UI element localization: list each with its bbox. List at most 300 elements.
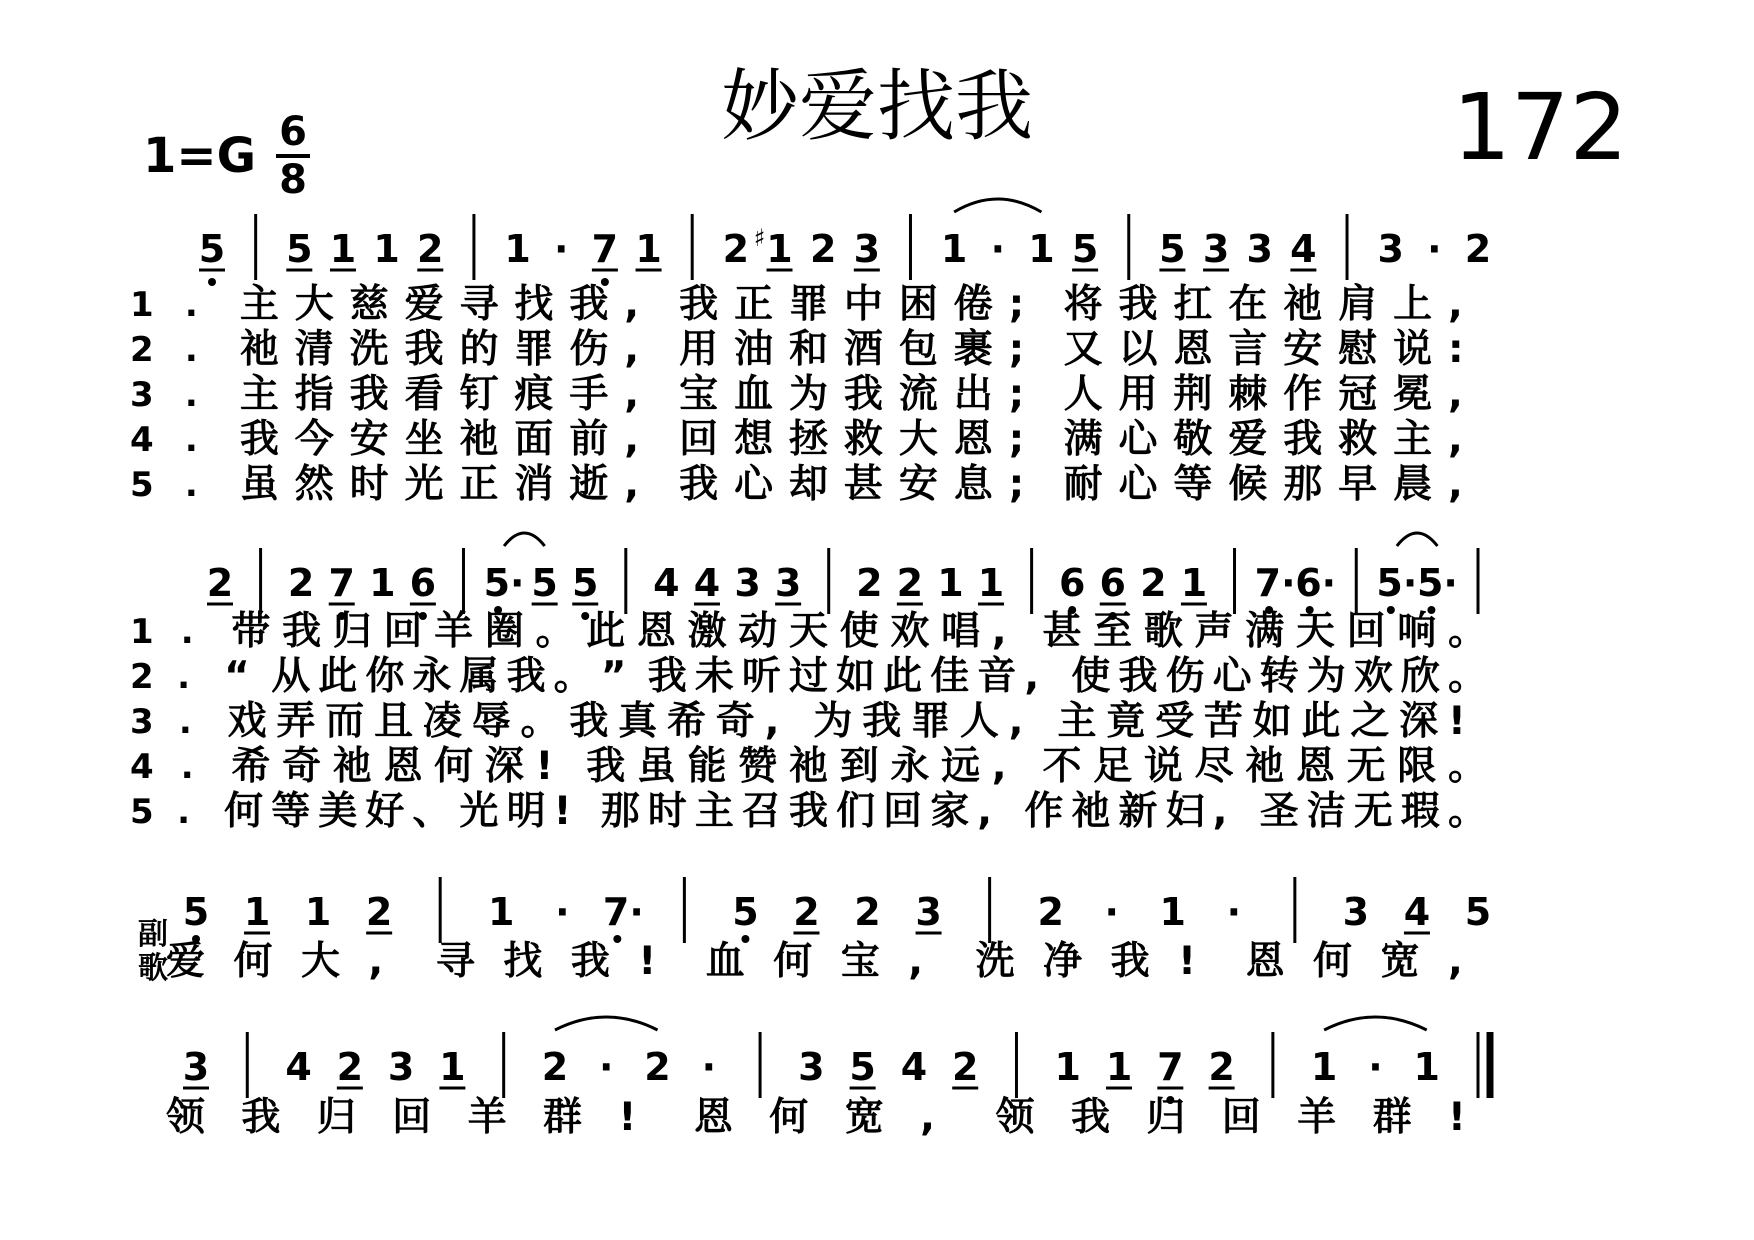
note: 1: [373, 227, 400, 271]
lyric-char: ,: [624, 417, 640, 462]
note: 2: [287, 561, 315, 605]
lyric-char: 慰: [1338, 327, 1378, 372]
note: 2: [722, 227, 750, 271]
lyric-char: 言: [1228, 327, 1268, 372]
note: 5: [182, 890, 210, 934]
lyric-char: 我: [349, 372, 389, 417]
lyric-char: 到: [839, 744, 879, 789]
lyric-char: 大: [294, 282, 334, 327]
lyric-char: 至: [1093, 609, 1133, 654]
lyric-char: 无: [1353, 789, 1393, 834]
note: 3: [1342, 890, 1370, 934]
lyric-char: 2: [130, 657, 154, 697]
lyric-char: 希: [231, 744, 271, 789]
lyric-char: 何: [773, 939, 813, 984]
hymn-title: 妙爱找我: [720, 62, 1033, 152]
lyric-char: 宝: [679, 372, 719, 417]
lyric-char: ,: [624, 462, 640, 507]
lyric-char: 时: [349, 462, 389, 507]
lyric-char: 归: [332, 609, 372, 654]
note: 5·: [1416, 561, 1458, 605]
lyric-char: 晨: [1393, 462, 1433, 507]
note: 2: [856, 561, 883, 605]
lyric-char: 祂: [332, 744, 372, 789]
lyric-char: 裹: [953, 327, 993, 372]
lyric-char: 回: [1346, 609, 1386, 654]
lyric-char: 3: [130, 375, 154, 415]
lyric-char: 甚: [843, 462, 883, 507]
lyric-char: 们: [836, 789, 876, 834]
note: 7: [1157, 1045, 1184, 1089]
lyric-char: ,: [764, 699, 780, 744]
lyric-char: 上: [1393, 282, 1433, 327]
lyric-char: 激: [687, 609, 727, 654]
lyric-char: 归: [1146, 1095, 1186, 1140]
lyric-char: !: [1448, 699, 1466, 744]
note: 1: [1028, 227, 1055, 271]
lyric-char: 、: [412, 789, 452, 834]
lyric-char: 作: [1283, 372, 1323, 417]
verse-lyric-line: [0, 790, 1754, 834]
lyric-char: ,: [991, 609, 1007, 654]
lyric-char: 祂: [459, 417, 499, 462]
lyric-char: 前: [569, 417, 609, 462]
lyric-char: 此: [1301, 699, 1341, 744]
note: 5: [531, 561, 558, 605]
lyric-char: 用: [1118, 372, 1158, 417]
lyric-char: 尽: [1194, 744, 1234, 789]
lyric-char: .: [177, 792, 190, 832]
lyric-char: 3: [130, 702, 154, 742]
note: 3: [774, 561, 802, 605]
lyric-char: 音: [977, 654, 1017, 699]
lyric-char: 罪: [514, 327, 554, 372]
lyric-char: 将: [1063, 282, 1103, 327]
lyric-char: 敬: [1173, 417, 1213, 462]
note: 4: [900, 1045, 928, 1089]
lyric-char: 属: [459, 654, 499, 699]
note: 6: [409, 561, 437, 605]
lyric-char: 你: [365, 654, 405, 699]
lyric-char: 歌: [1143, 609, 1183, 654]
note: 1: [977, 561, 1005, 605]
lyric-char: 寻: [435, 939, 475, 984]
lyric-char: 爱: [1228, 417, 1268, 462]
lyric-char: .: [178, 702, 192, 742]
note: 1: [488, 890, 515, 934]
lyric-char: 4: [130, 747, 154, 787]
lyric-char: 包: [898, 327, 938, 372]
lyric-char: 满: [1245, 609, 1285, 654]
lyric-char: 。: [1448, 789, 1488, 834]
lyric-char: 真: [618, 699, 658, 744]
lyric-char: 然: [294, 462, 334, 507]
lyric-char: 洁: [1306, 789, 1346, 834]
time-signature-denominator: 8: [279, 157, 307, 203]
lyric-char: 我: [1118, 654, 1158, 699]
note: ·: [1427, 227, 1442, 271]
lyric-char: 佳: [930, 654, 970, 699]
note: 1: [766, 227, 793, 271]
lyric-char: 救: [843, 417, 883, 462]
lyric-char: 群: [1372, 1095, 1412, 1140]
lyric-char: 。: [535, 609, 575, 654]
lyric-char: 等: [271, 789, 311, 834]
lyric-char: 息: [953, 462, 993, 507]
lyric-char: 2: [130, 330, 154, 370]
lyric-char: 时: [647, 789, 687, 834]
lyric-char: 大: [898, 417, 938, 462]
lyric-char: 远: [941, 744, 981, 789]
lyric-char: !: [535, 744, 554, 789]
lyric-char: 从: [271, 654, 311, 699]
note: 1: [304, 890, 332, 934]
note: 2: [541, 1045, 569, 1089]
note: 1: [1180, 561, 1208, 605]
note: 2: [365, 890, 393, 934]
lyric-char: 的: [459, 327, 499, 372]
note: 5: [286, 227, 313, 271]
lyric-char: 希: [666, 699, 706, 744]
lyric-char: 宽: [844, 1095, 884, 1140]
lyric-char: 我: [647, 654, 687, 699]
verse-lyric-line: [0, 655, 1754, 699]
lyric-char: .: [184, 420, 198, 460]
lyric-char: 何: [233, 939, 273, 984]
note: 5: [571, 561, 599, 605]
lyric-char: 血: [705, 939, 745, 984]
lyric-char: 带: [231, 609, 271, 654]
note: 1: [439, 1045, 466, 1089]
lyric-char: 候: [1228, 462, 1268, 507]
note: 5·: [483, 561, 525, 605]
lyric-char: 恩: [1173, 327, 1213, 372]
lyric-char: 我: [239, 417, 279, 462]
lyric-char: 清: [294, 327, 334, 372]
lyric-char: 洗: [349, 327, 389, 372]
lyric-char: 救: [1338, 417, 1378, 462]
lyric-char: 羊: [434, 609, 474, 654]
lyric-char: 心: [1118, 462, 1158, 507]
lyric-char: 群: [543, 1095, 583, 1140]
lyric-char: !: [1448, 1095, 1466, 1140]
note: 2: [1140, 561, 1167, 605]
verse-lyric-line: [0, 373, 1754, 417]
lyric-char: 看: [404, 372, 444, 417]
lyric-char: 光: [404, 462, 444, 507]
lyric-char: 欣: [1400, 654, 1440, 699]
lyric-char: 心: [1212, 654, 1252, 699]
lyric-char: 为: [813, 699, 853, 744]
note: 4: [1403, 890, 1431, 934]
lyric-char: 主: [694, 789, 734, 834]
lyric-char: 响: [1397, 609, 1437, 654]
tie-slur: [1324, 1017, 1427, 1030]
note: 2: [417, 227, 444, 271]
note: 2: [854, 890, 881, 934]
lyric-char: 又: [1063, 327, 1103, 372]
note: 3: [1246, 227, 1273, 271]
lyric-char: 逝: [569, 462, 609, 507]
lyric-char: 奇: [715, 699, 755, 744]
verse-lyric-line: [0, 610, 1754, 654]
note: 5: [198, 227, 226, 271]
lyric-char: 指: [294, 372, 334, 417]
lyric-char: 爱: [404, 282, 444, 327]
note: 1: [1310, 1045, 1338, 1089]
lyric-char: 永: [890, 744, 930, 789]
lyric-char: 祂: [1071, 789, 1111, 834]
lyric-char: 手: [569, 372, 609, 417]
lyric-char: ,: [624, 327, 640, 372]
lyric-char: 拯: [789, 417, 829, 462]
lyric-char: 。: [520, 699, 560, 744]
note: 1: [1413, 1045, 1440, 1089]
note: 2: [1464, 227, 1492, 271]
note: 1: [1105, 1045, 1133, 1089]
lyric-char: 此: [318, 654, 358, 699]
lyric-char: 安: [898, 462, 938, 507]
lyric-char: 。: [1448, 654, 1488, 699]
lyric-char: 唱: [941, 609, 981, 654]
chorus-label: 副歌: [138, 917, 168, 986]
lyric-char: 那: [600, 789, 640, 834]
lyric-char: 瑕: [1400, 789, 1440, 834]
lyric-char: ,: [1008, 699, 1024, 744]
note: 2: [809, 227, 837, 271]
lyric-char: .: [184, 330, 198, 370]
lyric-char: 召: [741, 789, 781, 834]
note: 2: [1037, 890, 1064, 934]
lyric-char: 使: [839, 609, 879, 654]
lyric-char: ;: [1008, 417, 1025, 462]
lyric-char: .: [184, 375, 198, 415]
lyric-char: 领: [166, 1095, 206, 1140]
lyric-char: 宽: [1380, 939, 1420, 984]
lyric-char: 作: [1024, 789, 1064, 834]
lyric-char: 我: [789, 789, 829, 834]
lyric-char: ,: [1448, 462, 1463, 507]
lyric-char: 我: [570, 939, 610, 984]
lyric-char: 何: [769, 1095, 809, 1140]
lyric-char: 找: [514, 282, 554, 327]
lyric-char: 回: [883, 789, 923, 834]
lyric-char: 圈: [484, 609, 524, 654]
time-signature-numerator: 6: [279, 109, 307, 155]
note: 2: [1208, 1045, 1235, 1089]
note: 3: [387, 1045, 415, 1089]
lyric-char: 今: [294, 417, 334, 462]
lyric-char: ,: [1024, 654, 1040, 699]
note: ·: [599, 1045, 614, 1089]
lyric-char: 4: [130, 420, 154, 460]
lyric-char: 使: [1071, 654, 1111, 699]
lyric-char: 何: [1313, 939, 1353, 984]
lyric-char: 归: [316, 1095, 356, 1140]
lyric-char: 坐: [404, 417, 444, 462]
lyric-char: 而: [325, 699, 365, 744]
lyric-char: 酒: [843, 327, 883, 372]
lyric-char: 深: [1399, 699, 1439, 744]
note: 1: [940, 227, 968, 271]
note: 3: [1202, 227, 1230, 271]
lyric-char: 过: [789, 654, 829, 699]
lyric-char: 5: [130, 792, 154, 832]
lyric-char: ;: [1008, 327, 1025, 372]
note: 4: [1290, 227, 1317, 271]
lyric-char: 主: [1057, 699, 1097, 744]
note: ·: [1226, 890, 1242, 934]
lyric-char: 血: [734, 372, 774, 417]
note: 1: [369, 561, 396, 605]
lyric-char: 赞: [738, 744, 778, 789]
lyric-char: 洗: [975, 939, 1015, 984]
lyric-char: 祂: [1245, 744, 1285, 789]
lyric-char: 竟: [1106, 699, 1146, 744]
note: 5: [1071, 227, 1099, 271]
lyric-char: :: [1448, 327, 1464, 372]
lyric-char: 美: [318, 789, 358, 834]
lyric-char: 安: [349, 417, 389, 462]
lyric-char: ;: [1008, 462, 1025, 507]
lyric-char: 出: [953, 372, 993, 417]
note: 7·: [1254, 561, 1296, 605]
lyric-char: 为: [789, 372, 829, 417]
lyric-char: 妇: [1165, 789, 1205, 834]
lyric-char: 荆: [1173, 372, 1213, 417]
lyric-char: 我: [404, 327, 444, 372]
lyric-char: 我: [586, 744, 626, 789]
tie-slur: [1397, 533, 1438, 546]
note: 1: [504, 227, 531, 271]
note: ·: [555, 890, 570, 934]
sharp-icon: ♯: [753, 224, 766, 252]
lyric-char: 回: [1221, 1095, 1261, 1140]
lyric-char: 爱: [166, 939, 206, 984]
lyric-char: ,: [1212, 789, 1228, 834]
lyric-char: 说: [1143, 744, 1183, 789]
tie-slur: [954, 199, 1041, 212]
note: 3: [798, 1045, 825, 1089]
note: 5: [849, 1045, 876, 1089]
lyric-char: .: [180, 747, 194, 787]
note: 7: [591, 227, 619, 271]
lyric-char: !: [1178, 939, 1196, 984]
chorus-lyric-line: [0, 940, 1754, 984]
lyric-char: !: [553, 789, 572, 834]
lyric-char: 困: [898, 282, 938, 327]
lyric-char: 消: [514, 462, 554, 507]
lyric-char: 虽: [239, 462, 279, 507]
lyric-char: 棘: [1228, 372, 1268, 417]
lyric-char: 心: [1118, 417, 1158, 462]
lyric-char: .: [177, 657, 190, 697]
lyric-char: 转: [1259, 654, 1299, 699]
note: 1: [1159, 890, 1186, 934]
note: 6: [1058, 561, 1086, 605]
lyric-char: 好: [365, 789, 405, 834]
lyric-char: 我: [569, 282, 609, 327]
note: 1: [243, 890, 271, 934]
lyric-char: 祂: [789, 744, 829, 789]
lyric-char: 正: [459, 462, 499, 507]
lyric-char: 面: [514, 417, 554, 462]
lyric-char: 人: [1063, 372, 1103, 417]
lyric-char: 如: [1252, 699, 1292, 744]
lyric-char: 回: [679, 417, 719, 462]
note: 3: [734, 561, 761, 605]
note: 4: [693, 561, 721, 605]
note: 2: [793, 890, 820, 934]
note: 6·: [1295, 561, 1337, 605]
lyric-char: 以: [1118, 327, 1158, 372]
lyric-char: 未: [694, 654, 734, 699]
lyric-char: 恩: [953, 417, 993, 462]
note: 6: [1099, 561, 1127, 605]
lyric-char: 肩: [1338, 282, 1378, 327]
verse-lyric-line: [0, 283, 1754, 327]
lyric-char: 主: [239, 282, 279, 327]
lyric-char: 我: [1110, 939, 1150, 984]
lyric-char: 主: [1393, 417, 1433, 462]
note: 5: [1464, 890, 1492, 934]
lyric-char: 和: [789, 327, 829, 372]
note: 2: [644, 1045, 671, 1089]
lyric-char: 此: [586, 609, 626, 654]
lyric-char: ,: [368, 939, 384, 984]
lyric-char: ,: [1448, 282, 1463, 327]
lyric-char: 如: [836, 654, 876, 699]
chorus-lyric-line: [0, 1096, 1754, 1140]
note: ·: [554, 227, 569, 271]
lyric-char: 凌: [422, 699, 462, 744]
lyric-char: ,: [920, 1095, 935, 1140]
note: 2: [951, 1045, 979, 1089]
note: ·: [1368, 1045, 1383, 1089]
lyric-char: 家: [930, 789, 970, 834]
lyric-char: 奇: [282, 744, 322, 789]
lyric-char: 此: [883, 654, 923, 699]
lyric-char: 说: [1393, 327, 1433, 372]
lyric-char: 深: [484, 744, 524, 789]
lyric-char: 慈: [349, 282, 389, 327]
lyric-char: 流: [898, 372, 938, 417]
lyric-char: ,: [624, 282, 640, 327]
lyric-char: 辱: [471, 699, 511, 744]
lyric-char: 能: [687, 744, 727, 789]
lyric-char: 恩: [1245, 939, 1285, 984]
verse-lyric-line: [0, 418, 1754, 462]
lyric-char: 限: [1397, 744, 1437, 789]
lyric-char: 安: [1283, 327, 1323, 372]
lyric-char: !: [638, 939, 657, 984]
lyric-char: 。: [1448, 609, 1488, 654]
lyric-char: 在: [1228, 282, 1268, 327]
tie-slur: [555, 1017, 658, 1030]
lyric-char: 1: [130, 285, 154, 325]
note: 2: [336, 1045, 364, 1089]
lyric-char: 戏: [227, 699, 267, 744]
lyric-char: 伤: [569, 327, 609, 372]
lyric-char: ,: [991, 744, 1007, 789]
lyric-char: 我: [1283, 417, 1323, 462]
note: ·: [1104, 890, 1119, 934]
lyric-char: 我: [282, 609, 322, 654]
lyric-char: 罪: [911, 699, 951, 744]
verse-lyric-line: [0, 700, 1754, 744]
lyric-char: 为: [1306, 654, 1346, 699]
lyric-char: .: [184, 285, 198, 325]
